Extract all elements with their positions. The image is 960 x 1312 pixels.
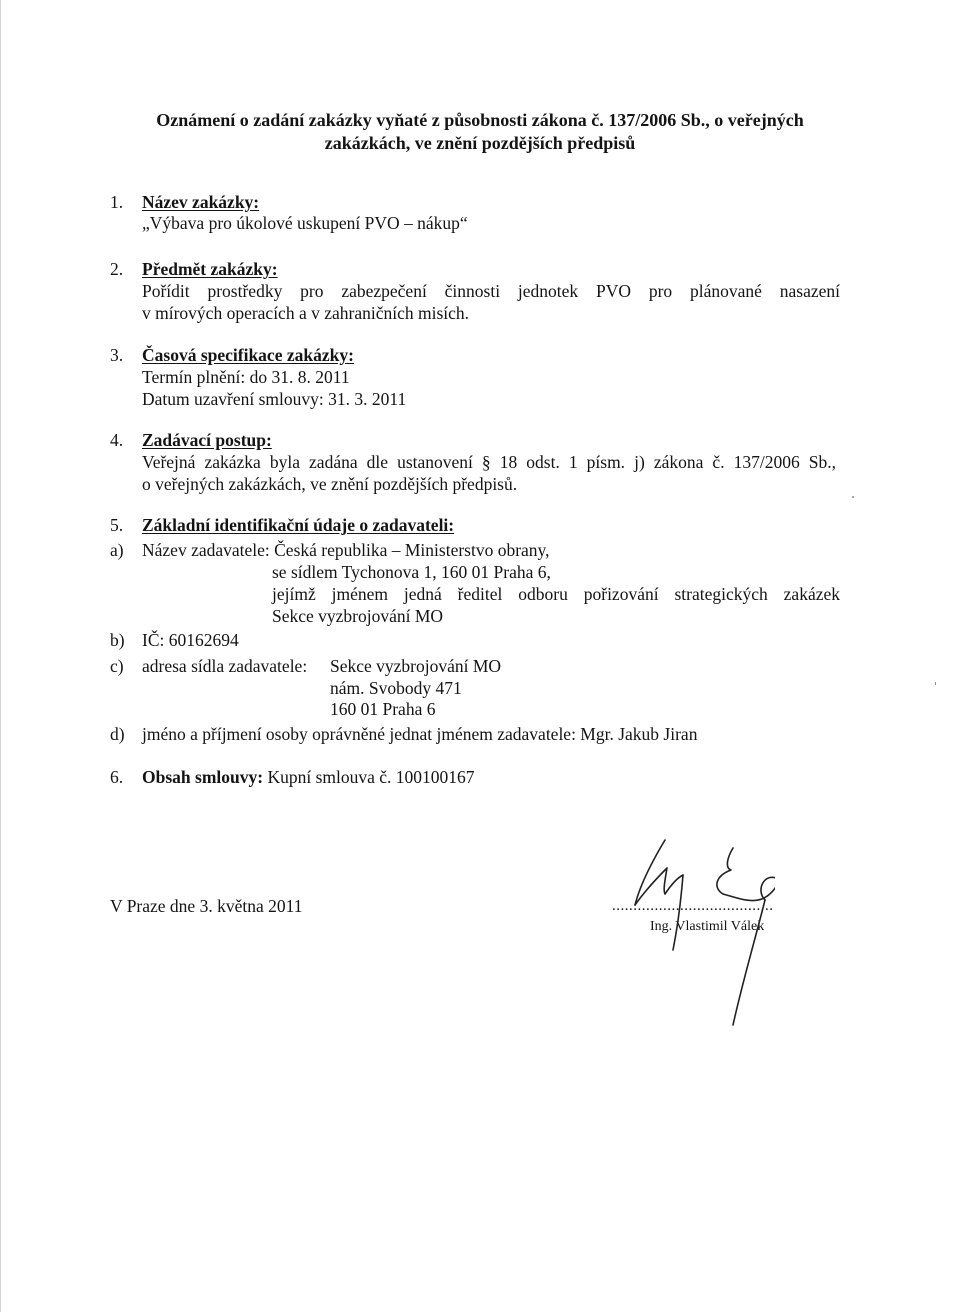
document-title-line1: Oznámení o zadání zakázky vyňaté z působnosti zákona č. 137/2006 Sb., o veřejných [156,110,804,130]
item-a-line4: Sekce vyzbrojování MO [272,606,444,626]
section-4-line1: Veřejná zakázka byla zadána dle ustanovení § 18 odst. 1 písm. j) zákona č. 137/2006 Sb., [142,452,836,472]
signer-name: Ing. Vlastimil Válek [650,919,765,934]
signature-dotted-line: ...................................... [612,898,774,914]
section-3-number: 3. [110,345,124,365]
item-c-label: c) [110,656,124,676]
item-b-text: IČ: 60162694 [142,630,239,650]
section-4-line2: o veřejných zakázkách, ve znění pozdějších předpisů. [142,474,518,494]
section-5-heading: Základní identifikační údaje o zadavateli: [142,515,455,535]
section-4-heading: Zadávací postup: [142,430,272,450]
item-a-label: a) [110,540,124,560]
section-3-line1: Termín plnění: do 31. 8. 2011 [142,367,350,387]
section-6-line [142,767,475,787]
item-d-text: jméno a příjmení osoby oprávněné jednat jménem zadavatele: Mgr. Jakub Jiran [142,724,698,744]
item-a-line2: se sídlem Tychonova 1, 160 01 Praha 6, [272,562,551,582]
section-1-number: 1. [110,192,124,212]
section-2-line2: v mírových operacích a v zahraničních misích. [142,303,470,323]
section-3-line2: Datum uzavření smlouvy: 31. 3. 2011 [142,389,407,409]
item-c-address-line1: Sekce vyzbrojování MO [330,656,502,676]
item-c-address-line2: nám. Svobody 471 [330,678,462,698]
item-a-text: Název zadavatele: Česká republika – Ministerstvo obrany, [142,540,550,560]
item-c-text: adresa sídla zadavatele: [142,656,308,676]
section-6-heading: Obsah smlouvy: [142,767,264,787]
item-b-label: b) [110,630,125,650]
section-6-number: 6. [110,767,124,787]
section-6-text: Kupní smlouva č. 100100167 [267,767,475,787]
section-2-heading: Předmět zakázky: [142,259,278,279]
section-5-number: 5. [110,515,124,535]
document-title-line2: zakázkách, ve znění pozdějších předpisů [324,133,636,153]
section-1-text: „Výbava pro úkolové uskupení PVO – nákup“ [142,213,468,233]
section-1-heading: Název zakázky: [142,192,260,212]
place-and-date: V Praze dne 3. května 2011 [110,896,303,916]
section-2-line1: Pořídit prostředky pro zabezpečení činnosti jednotek PVO pro plánované nasazení [142,281,840,301]
scan-speck [852,496,854,498]
item-d-label: d) [110,724,125,744]
scan-speck [935,682,936,685]
section-4-number: 4. [110,430,124,450]
item-c-address-line3: 160 01 Praha 6 [330,699,436,719]
handwritten-signature [615,830,775,1030]
section-3-heading: Časová specifikace zakázky: [142,345,354,365]
section-2-number: 2. [110,259,124,279]
item-a-line3: jejímž jménem jedná ředitel odboru pořizování strategických zakázek [272,584,840,604]
